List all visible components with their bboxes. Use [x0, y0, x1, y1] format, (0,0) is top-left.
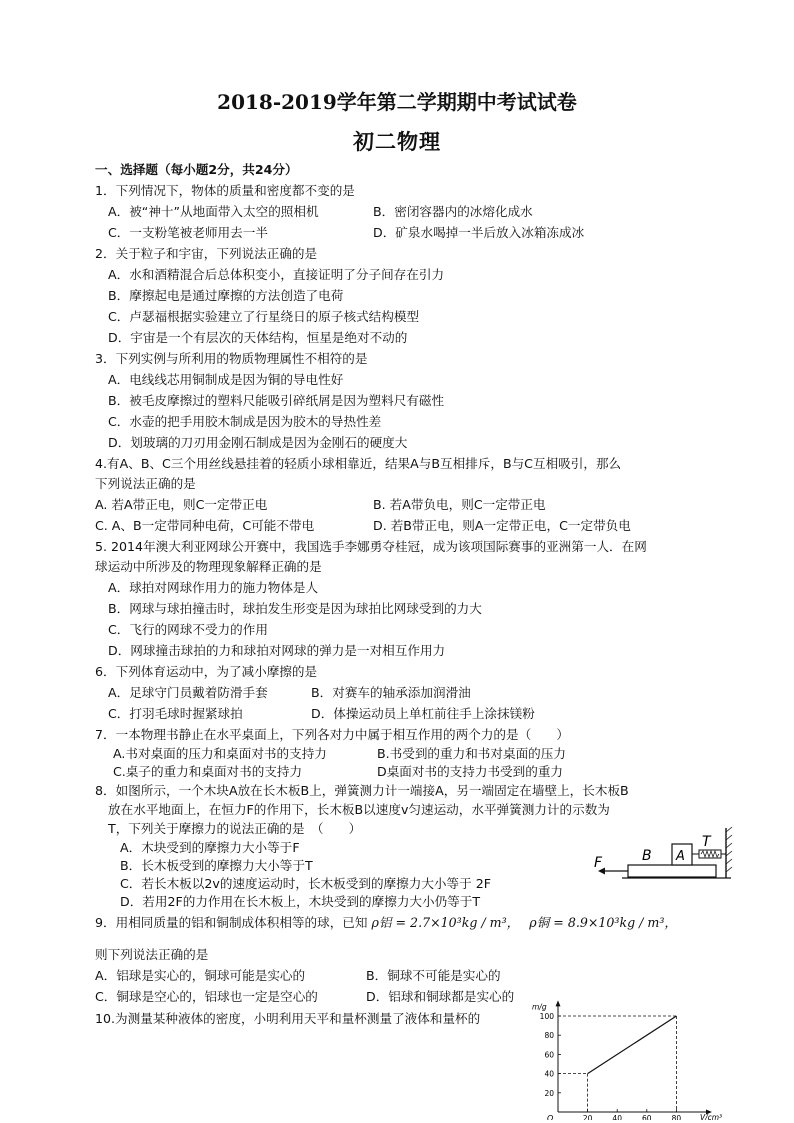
- q4-option-b: B. 若A带负电，则C一定带正电: [373, 497, 546, 512]
- x-tick-label: 20: [582, 1114, 593, 1120]
- q3-stem: 3．下列实例与所利用的物质物理属性不相符的是: [95, 351, 368, 366]
- q2-option-b: B．摩擦起电是通过摩擦的方法创造了电荷: [108, 288, 344, 303]
- q7-option-a: A.书对桌面的压力和桌面对书的支持力: [113, 746, 327, 761]
- q6-option-b: B．对赛车的轴承添加润滑油: [311, 685, 471, 700]
- q1-option-c: C．一支粉笔被老师用去一半: [108, 225, 268, 240]
- q7-option-c: C.桌子的重力和桌面对书的支持力: [113, 764, 303, 779]
- q3-option-d: D．划玻璃的刀刃用金刚石制成是因为金刚石的硬度大: [108, 435, 408, 450]
- q6-option-d: D．体操运动员上单杠前往手上涂抹镁粉: [311, 706, 535, 721]
- x-tick-label: 80: [671, 1114, 682, 1120]
- section-heading: 一、选择题（每小题2分，共24分）: [95, 162, 298, 177]
- q5-option-d: D．网球撞击球拍的力和球拍对网球的弹力是一对相互作用力: [108, 643, 446, 658]
- q9-option-d: D．铝球和铜球都是实心的: [366, 989, 515, 1004]
- q4-option-a: A. 若A带正电，则C一定带正电: [95, 497, 268, 512]
- y-tick-label: 100: [539, 1012, 554, 1021]
- q8-option-d: D．若用2F的力作用在长木板上，木块受到的摩擦力大小仍等于T: [120, 894, 481, 909]
- q2-option-d: D．宇宙是一个有层次的天体结构，恒星是绝对不动的: [108, 330, 408, 345]
- q3-option-a: A．电线线芯用铜制成是因为铜的导电性好: [108, 372, 344, 387]
- x-tick-label: 40: [612, 1114, 622, 1120]
- block-spring-figure: [588, 826, 738, 882]
- y-tick-label: 40: [544, 1069, 554, 1079]
- q5-option-b: B．网球与球拍撞击时，球拍发生形变是因为球拍比网球受到的力大: [108, 601, 482, 616]
- q9-option-a: A．铝球是实心的，铜球可能是实心的: [95, 968, 306, 983]
- q8-option-a: A．木块受到的摩擦力大小等于F: [120, 840, 300, 855]
- q1-stem: 1．下列情况下，物体的质量和密度都不变的是: [95, 183, 355, 198]
- q8-option-c: C．若长木板以2v的速度运动时，长木板受到的摩擦力大小等于 2F: [120, 876, 491, 891]
- y-axis-arrow: [556, 1000, 561, 1006]
- q9-rho-aluminium: ρ铝 = 2.7×10³kg / m³，: [371, 915, 520, 930]
- tension-label: T: [702, 834, 711, 850]
- q2-option-a: A．水和酒精混合后总体积变小，直接证明了分子间存在引力: [108, 267, 445, 282]
- q9-option-b: B．铜球不可能是实心的: [366, 968, 501, 983]
- block-a-label: A: [676, 849, 685, 864]
- q2-option-c: C．卢瑟福根据实验建立了行星绕日的原子核式结构模型: [108, 309, 420, 324]
- y-axis-label: m/g: [532, 1002, 547, 1012]
- q5-stem-line1: 5. 2014年澳大利亚网球公开赛中，我国选手李娜勇夺桂冠，成为该项国际赛事的亚洲第一人．在网: [95, 539, 647, 554]
- q2-stem: 2．关于粒子和宇宙，下列说法正确的是: [95, 246, 318, 261]
- series-line: [588, 1016, 677, 1074]
- mass-volume-chart: [526, 996, 732, 1120]
- q9-stem: [95, 914, 677, 932]
- q8-option-b: B．长木板受到的摩擦力大小等于T: [120, 858, 313, 873]
- q1-option-a: A．被“神十”从地面带入太空的照相机: [108, 204, 319, 219]
- q4-stem-line2: 下列说法正确的是: [95, 476, 196, 491]
- q9-rho-copper: ρ铜 = 8.9×10³kg / m³，: [529, 915, 678, 930]
- q7-option-b: B.书受到的重力和书对桌面的压力: [377, 746, 566, 761]
- exam-title: 2018-2019学年第二学期期中考试试卷: [217, 90, 577, 114]
- x-axis-label: V/cm³: [700, 1113, 723, 1120]
- q5-option-c: C．飞行的网球不受力的作用: [108, 622, 268, 637]
- x-tick-label: 60: [642, 1114, 652, 1120]
- q5-option-a: A．球拍对网球作用力的施力物体是人: [108, 580, 319, 595]
- q5-stem-line2: 球运动中所涉及的物理现象解释正确的是: [95, 559, 322, 574]
- q9-stem-line2: 则下列说法正确的是: [95, 947, 209, 962]
- q8-stem-line3: T，下列关于摩擦力的说法正确的是 （ ）: [108, 821, 362, 836]
- exam-subtitle: 初二物理: [353, 129, 441, 154]
- y-tick-label: 60: [544, 1050, 554, 1060]
- y-tick-label: 20: [544, 1088, 554, 1098]
- q9-option-c: C．铜球是空心的，铝球也一定是空心的: [95, 989, 318, 1004]
- q8-stem-line2: 放在水平地面上，在恒力F的作用下，长木板B以速度v匀速运动，水平弹簧测力计的示数为: [108, 802, 610, 817]
- board-b: [628, 865, 716, 877]
- q7-option-d: D桌面对书的支持力书受到的重力: [377, 764, 564, 779]
- q6-option-a: A．足球守门员戴着防滑手套: [108, 685, 268, 700]
- q6-option-c: C．打羽毛球时握紧球拍: [108, 706, 243, 721]
- origin-label: O: [547, 1114, 554, 1120]
- q3-option-b: B．被毛皮摩擦过的塑料尺能吸引碎纸屑是因为塑料尺有磁性: [108, 393, 445, 408]
- q6-stem: 6．下列体育运动中，为了减小摩擦的是: [95, 664, 318, 679]
- q1-option-d: D．矿泉水喝掉一半后放入冰箱冻成冰: [373, 225, 585, 240]
- wall-hatching: [726, 827, 732, 872]
- q4-option-d: D. 若B带正电，则A一定带正电，C一定带负电: [373, 518, 631, 533]
- y-tick-label: 80: [544, 1031, 554, 1041]
- q1-option-b: B．密闭容器内的冰熔化成水: [373, 204, 533, 219]
- force-label: F: [594, 855, 603, 871]
- board-b-label: B: [642, 848, 652, 864]
- q10-stem: 10.为测量某种液体的密度，小明利用天平和量杯测量了液体和量杯的: [95, 1011, 481, 1026]
- q7-stem: 7．一本物理书静止在水平桌面上，下列各对力中属于相互作用的两个力的是（ ）: [95, 727, 569, 742]
- q4-stem-line1: 4.有A、B、C三个用丝线悬挂着的轻质小球相靠近，结果A与B互相排斥，B与C互相吸引，那么: [95, 456, 622, 471]
- q3-option-c: C．水壶的把手用胶木制成是因为胶木的导热性差: [108, 414, 382, 429]
- q8-stem-line1: 8．如图所示，一个木块A放在长木板B上，弹簧测力计一端接A，另一端固定在墙壁上，长木板B: [95, 783, 629, 798]
- q4-option-c: C. A、B一定带同种电荷，C可能不带电: [95, 518, 315, 533]
- q9-stem-text: 9．用相同质量的铝和铜制成体积相等的球，已知: [95, 915, 368, 930]
